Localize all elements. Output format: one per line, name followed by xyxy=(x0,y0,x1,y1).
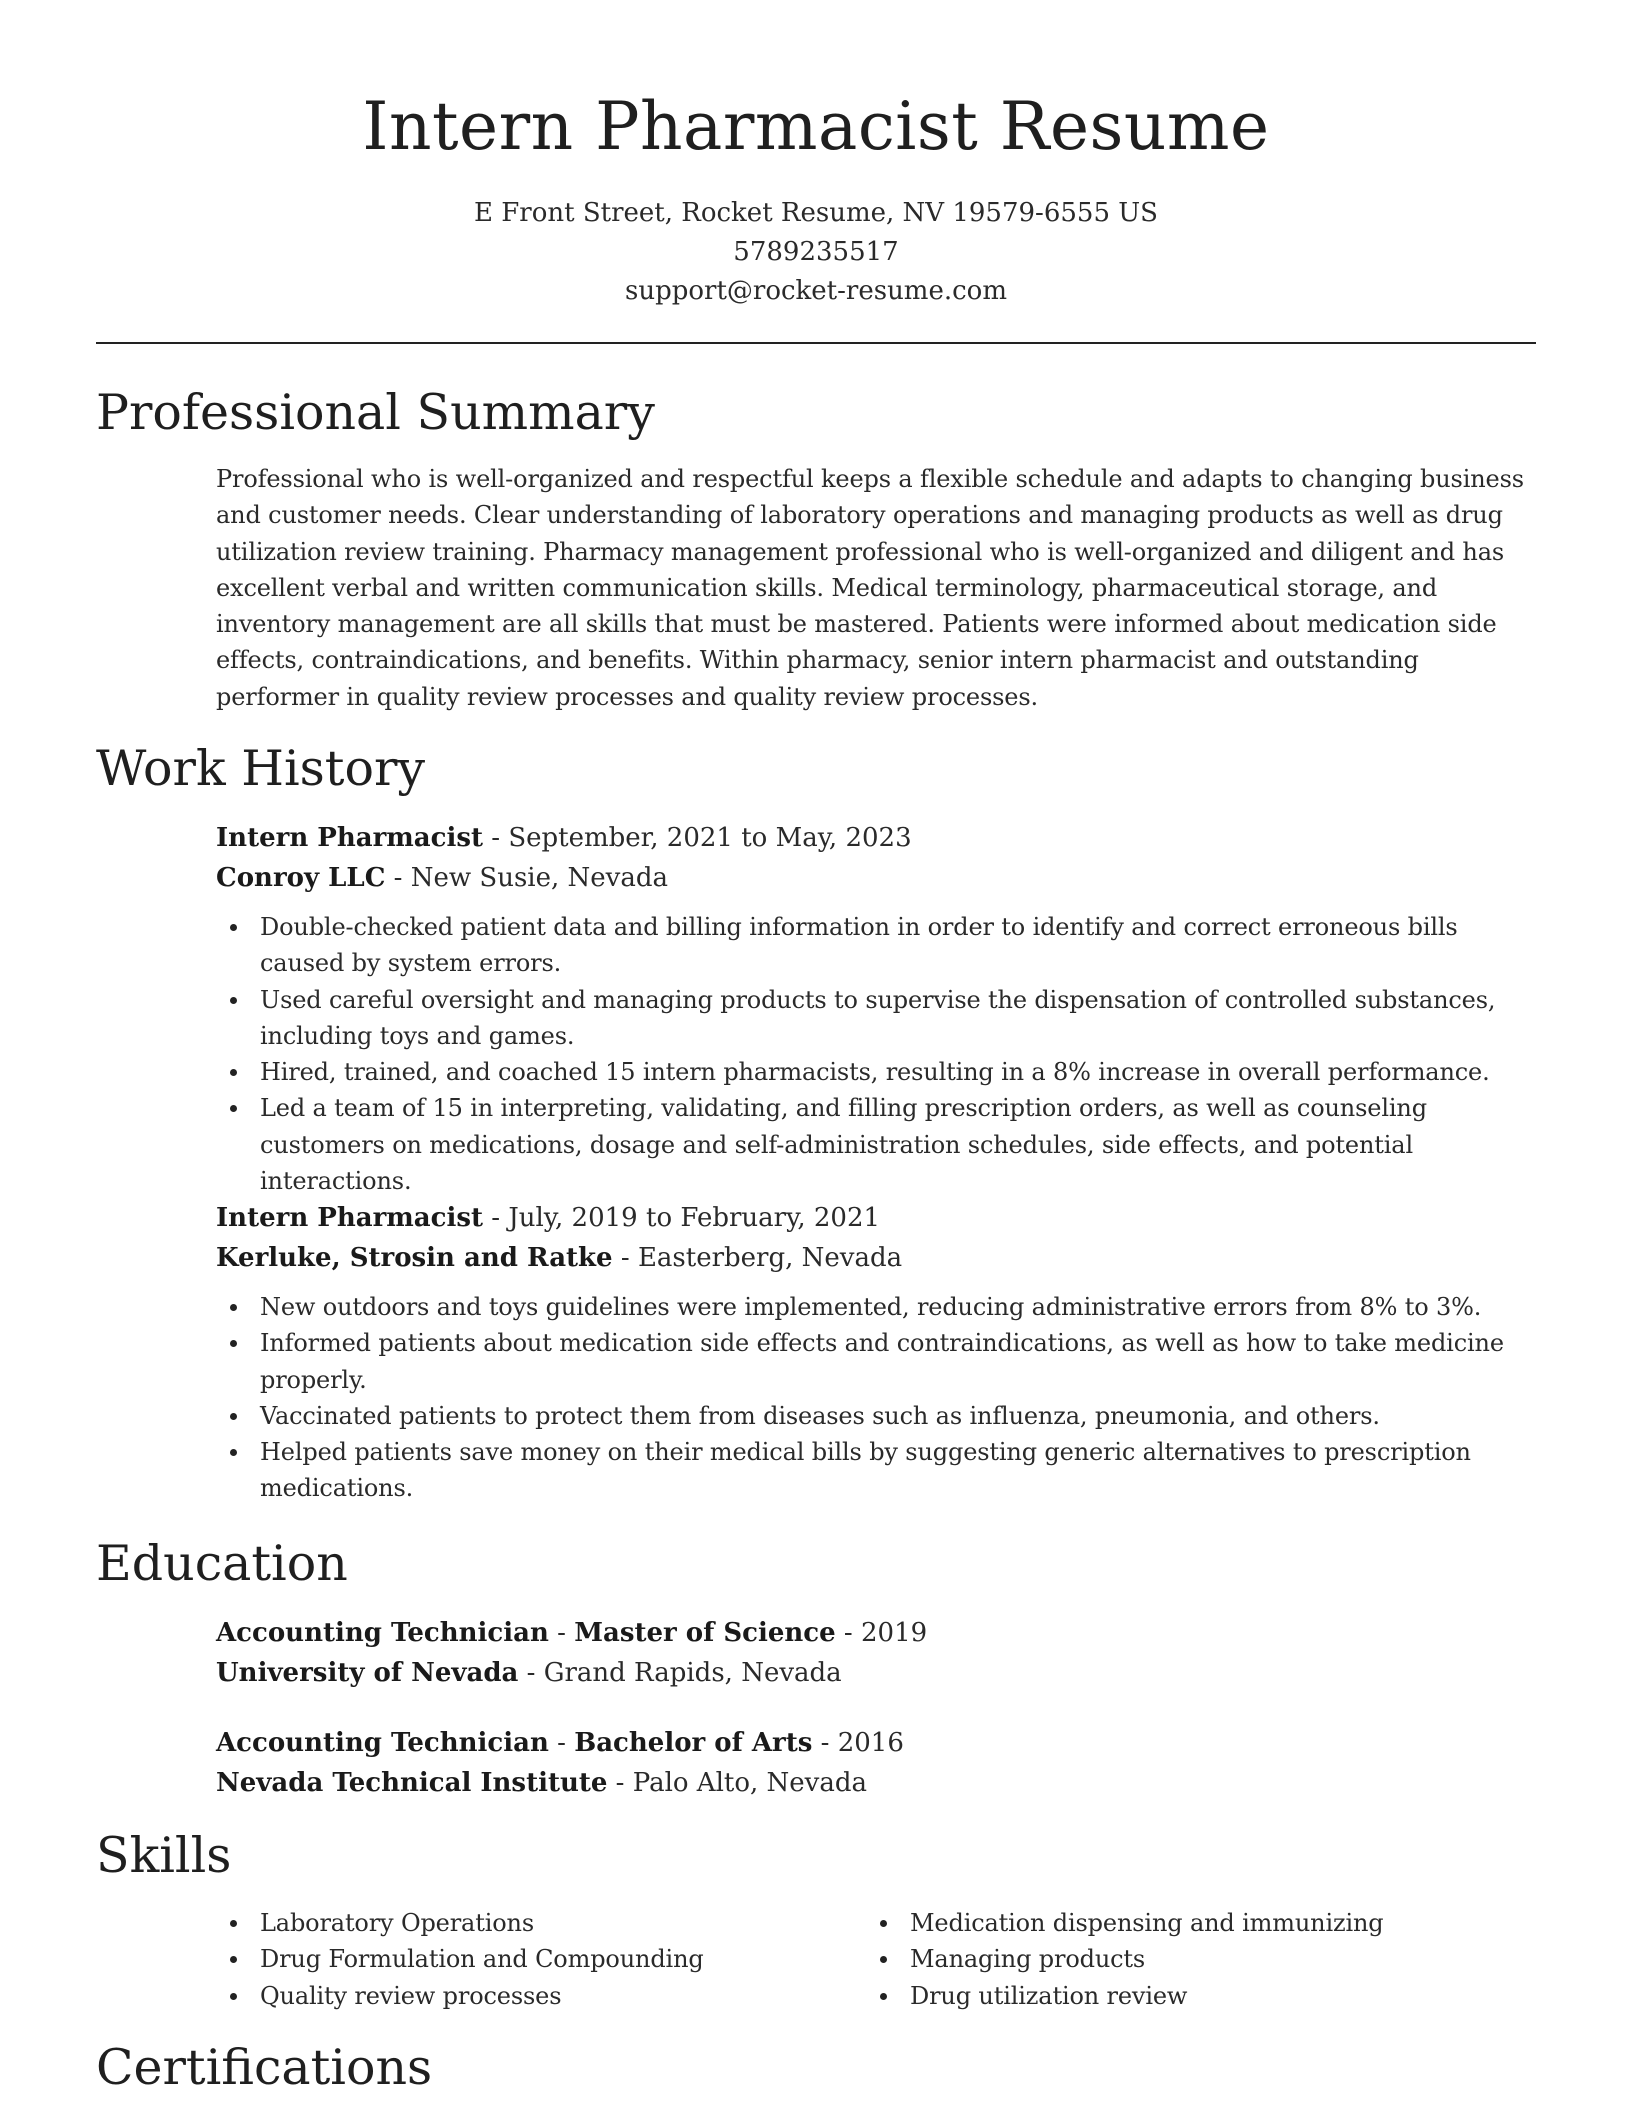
job-title-line xyxy=(216,818,1536,858)
separator: - xyxy=(548,1728,575,1758)
education-entry xyxy=(216,1723,1536,1803)
skill-item: Medication dispensing and immunizing xyxy=(866,1905,1506,1941)
job-dates: July, 2019 to February, 2021 xyxy=(508,1203,881,1233)
skills-heading: Skills xyxy=(96,1827,232,1884)
skill-item: Quality review processes xyxy=(216,1978,856,2014)
job-location: New Susie, Nevada xyxy=(410,863,668,893)
list-item: Helped patients save money on their medical bills by suggesting generic alternatives to prescription medications. xyxy=(216,1434,1536,1507)
skill-item: Drug utilization review xyxy=(866,1978,1506,2014)
list-item: Led a team of 15 in interpreting, validating, and filling prescription orders, as well as counseling customers on medications, dosage and self-administration schedules, side effects, and potential interactions. xyxy=(216,1090,1536,1199)
skill-item: Drug Formulation and Compounding xyxy=(216,1941,856,1977)
work-history-heading: Work History xyxy=(96,740,426,797)
job-company-line xyxy=(216,858,1536,898)
job-title: Intern Pharmacist xyxy=(216,823,483,853)
separator: - xyxy=(612,1243,638,1273)
contact-block xyxy=(96,194,1536,311)
page-title: Intern Pharmacist Resume xyxy=(362,88,1270,165)
address-text: E Front Street, Rocket Resume, NV 19579-6555 US xyxy=(474,198,1158,228)
skill-item: Managing products xyxy=(866,1941,1506,1977)
education-degree: Bachelor of Arts xyxy=(574,1728,813,1758)
separator: - xyxy=(812,1728,838,1758)
separator: - xyxy=(835,1618,861,1648)
job-bullets xyxy=(216,1289,1536,1507)
separator: - xyxy=(482,1203,509,1233)
resume-header xyxy=(96,82,1536,311)
list-item: New outdoors and toys guidelines were implemented, reducing administrative errors from 8% to 3%. xyxy=(216,1289,1536,1325)
job-bullets xyxy=(216,909,1536,1199)
education-field: Accounting Technician xyxy=(216,1728,549,1758)
separator: - xyxy=(607,1768,633,1798)
job-company: Conroy LLC xyxy=(216,863,386,893)
skills-column-left xyxy=(216,1905,856,2014)
separator: - xyxy=(482,823,509,853)
list-item: Informed patients about medication side effects and contraindications, as well as how to take medicine properly. xyxy=(216,1325,1536,1398)
education-school: University of Nevada xyxy=(216,1658,519,1688)
skills-list xyxy=(216,1905,856,2014)
list-item: Vaccinated patients to protect them from diseases such as influenza, pneumonia, and others. xyxy=(216,1398,1536,1434)
list-item: Used careful oversight and managing products to supervise the dispensation of controlled substances, including toys and games. xyxy=(216,982,1536,1055)
list-item: Hired, trained, and coached 15 intern pharmacists, resulting in a 8% increase in overall performance. xyxy=(216,1054,1536,1090)
education-entry xyxy=(216,1613,1536,1693)
job-entry xyxy=(216,1198,1536,1507)
skills-list xyxy=(866,1905,1506,2014)
certifications-heading: Certifications xyxy=(96,2039,433,2096)
header-divider xyxy=(96,342,1536,344)
separator: - xyxy=(385,863,411,893)
skill-item: Laboratory Operations xyxy=(216,1905,856,1941)
separator: - xyxy=(548,1618,575,1648)
job-location: Easterberg, Nevada xyxy=(637,1243,903,1273)
separator: - xyxy=(518,1658,544,1688)
summary-section xyxy=(216,461,1536,715)
list-item: Double-checked patient data and billing information in order to identify and correct erroneous bills caused by system errors. xyxy=(216,909,1536,982)
education-location: Palo Alto, Nevada xyxy=(632,1768,868,1798)
job-company: Kerluke, Strosin and Ratke xyxy=(216,1243,613,1273)
summary-text: Professional who is well-organized and respectful keeps a flexible schedule and adapts to changing business and customer needs. Clear understanding of laboratory operations and managing products as well as drug utilization review training. Pharmacy management professional who is well-organized and diligent and has excellent verbal and written communication skills. Medical terminology, pharmaceutical storage, and inventory management are all skills that must be mastered. Patients were informed about medication side effects, contraindications, and benefits. Within pharmacy, senior intern pharmacist and outstanding performer in quality review processes and quality review processes. xyxy=(216,465,1524,711)
email-text: support@rocket-resume.com xyxy=(624,276,1007,306)
education-location: Grand Rapids, Nevada xyxy=(543,1658,842,1688)
job-company-line xyxy=(216,1238,1536,1278)
education-school-line xyxy=(216,1653,1536,1693)
education-year: 2016 xyxy=(837,1728,904,1758)
job-dates: September, 2021 to May, 2023 xyxy=(508,823,912,853)
education-degree-line xyxy=(216,1723,1536,1763)
job-entry xyxy=(216,818,1536,1199)
education-school: Nevada Technical Institute xyxy=(216,1768,608,1798)
education-school-line xyxy=(216,1763,1536,1803)
job-title: Intern Pharmacist xyxy=(216,1203,483,1233)
education-degree-line xyxy=(216,1613,1536,1653)
summary-heading: Professional Summary xyxy=(96,384,655,441)
education-year: 2019 xyxy=(861,1618,928,1648)
skills-column-right xyxy=(866,1905,1506,2014)
education-heading: Education xyxy=(96,1535,348,1592)
education-degree: Master of Science xyxy=(574,1618,836,1648)
education-field: Accounting Technician xyxy=(216,1618,549,1648)
phone-text: 5789235517 xyxy=(733,237,899,267)
job-title-line xyxy=(216,1198,1536,1238)
